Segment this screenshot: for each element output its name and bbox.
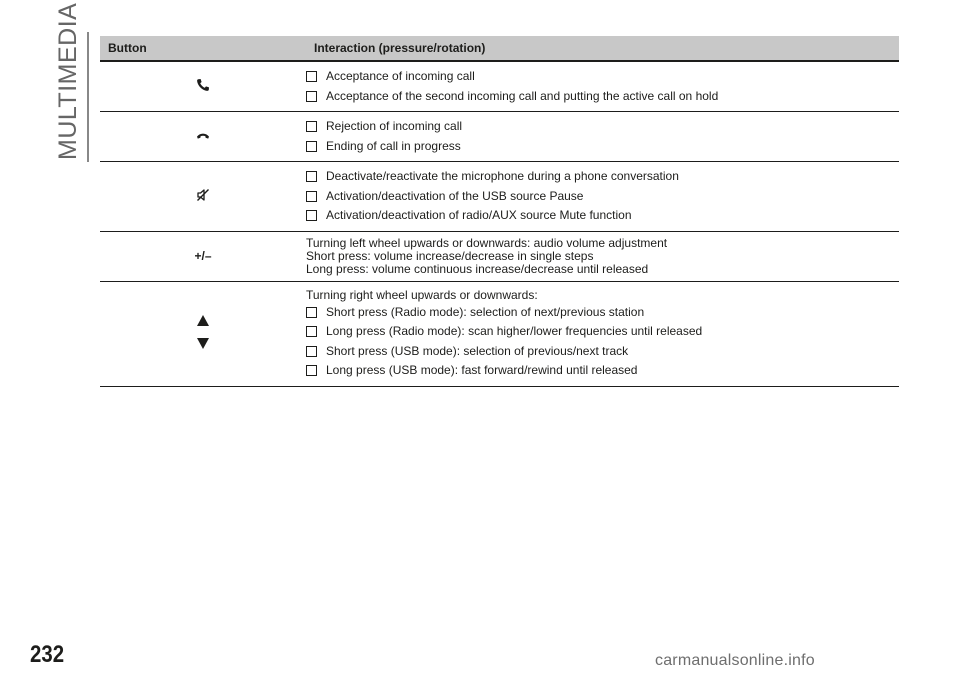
checkbox-bullet-icon — [306, 191, 317, 202]
item-text: Deactivate/reactivate the microphone during a phone conversation — [326, 169, 679, 184]
button-cell — [100, 231, 306, 281]
header-button: Button — [100, 36, 306, 61]
item-text: Acceptance of incoming call — [326, 69, 475, 84]
list-item — [306, 87, 899, 107]
table-row — [100, 112, 899, 162]
checkbox-bullet-icon — [306, 346, 317, 357]
list-item — [306, 361, 899, 381]
item-text: Ending of call in progress — [326, 138, 461, 153]
item-text: Short press (Radio mode): selection of next/previous station — [326, 304, 645, 319]
list-item — [306, 206, 899, 226]
item-text: Long press (USB mode): fast forward/rewind until released — [326, 363, 638, 378]
list-item — [306, 303, 899, 323]
item-text: Short press (USB mode): selection of previous/next track — [326, 343, 629, 358]
description-line: Turning left wheel upwards or downwards: audio volume adjustment — [306, 235, 668, 250]
table-header-row — [100, 36, 899, 61]
interaction-cell — [306, 281, 899, 386]
checkbox-bullet-icon — [306, 91, 317, 102]
interaction-cell — [306, 61, 899, 112]
interaction-cell — [306, 162, 899, 232]
interaction-cell — [306, 231, 899, 281]
checkbox-bullet-icon — [306, 210, 317, 221]
checkbox-bullet-icon — [306, 307, 317, 318]
up-down-arrows-icon — [196, 314, 210, 353]
button-cell — [100, 61, 306, 112]
item-text: Acceptance of the second incoming call and putting the active call on hold — [326, 88, 719, 103]
button-cell — [100, 281, 306, 386]
list-item — [306, 117, 899, 137]
table-row — [100, 231, 899, 281]
list-item — [306, 137, 899, 157]
checkbox-bullet-icon — [306, 71, 317, 82]
section-divider — [87, 32, 89, 162]
button-cell — [100, 162, 306, 232]
item-text: Activation/deactivation of radio/AUX source Mute function — [326, 208, 632, 223]
item-text: Activation/deactivation of the USB source Pause — [326, 188, 584, 203]
button-interaction-table — [100, 36, 899, 387]
description-line: Short press: volume increase/decrease in single steps — [306, 248, 594, 263]
list-item — [306, 187, 899, 207]
checkbox-bullet-icon — [306, 141, 317, 152]
list-item — [306, 322, 899, 342]
table-row — [100, 162, 899, 232]
mute-icon — [196, 188, 210, 205]
header-interaction: Interaction (pressure/rotation) — [306, 36, 899, 61]
table-row — [100, 61, 899, 112]
list-item — [306, 67, 899, 87]
page-number: 232 — [30, 641, 65, 668]
checkbox-bullet-icon — [306, 365, 317, 376]
phone-accept-icon — [196, 78, 210, 95]
button-cell — [100, 112, 306, 162]
checkbox-bullet-icon — [306, 121, 317, 132]
list-item — [306, 167, 899, 187]
checkbox-bullet-icon — [306, 171, 317, 182]
volume-button-label: +/– — [194, 249, 212, 263]
item-text: Long press (Radio mode): scan higher/lower frequencies until released — [326, 324, 703, 339]
description-lead: Turning right wheel upwards or downwards: — [306, 287, 538, 302]
table-row — [100, 281, 899, 386]
checkbox-bullet-icon — [306, 326, 317, 337]
section-title: MULTIMEDIA — [54, 2, 82, 160]
description-line: Long press: volume continuous increase/decrease until released — [306, 261, 649, 276]
phone-hangup-icon — [196, 130, 210, 144]
list-item — [306, 342, 899, 362]
item-text: Rejection of incoming call — [326, 119, 463, 134]
watermark: carmanualsonline.info — [655, 652, 815, 669]
interaction-cell — [306, 112, 899, 162]
